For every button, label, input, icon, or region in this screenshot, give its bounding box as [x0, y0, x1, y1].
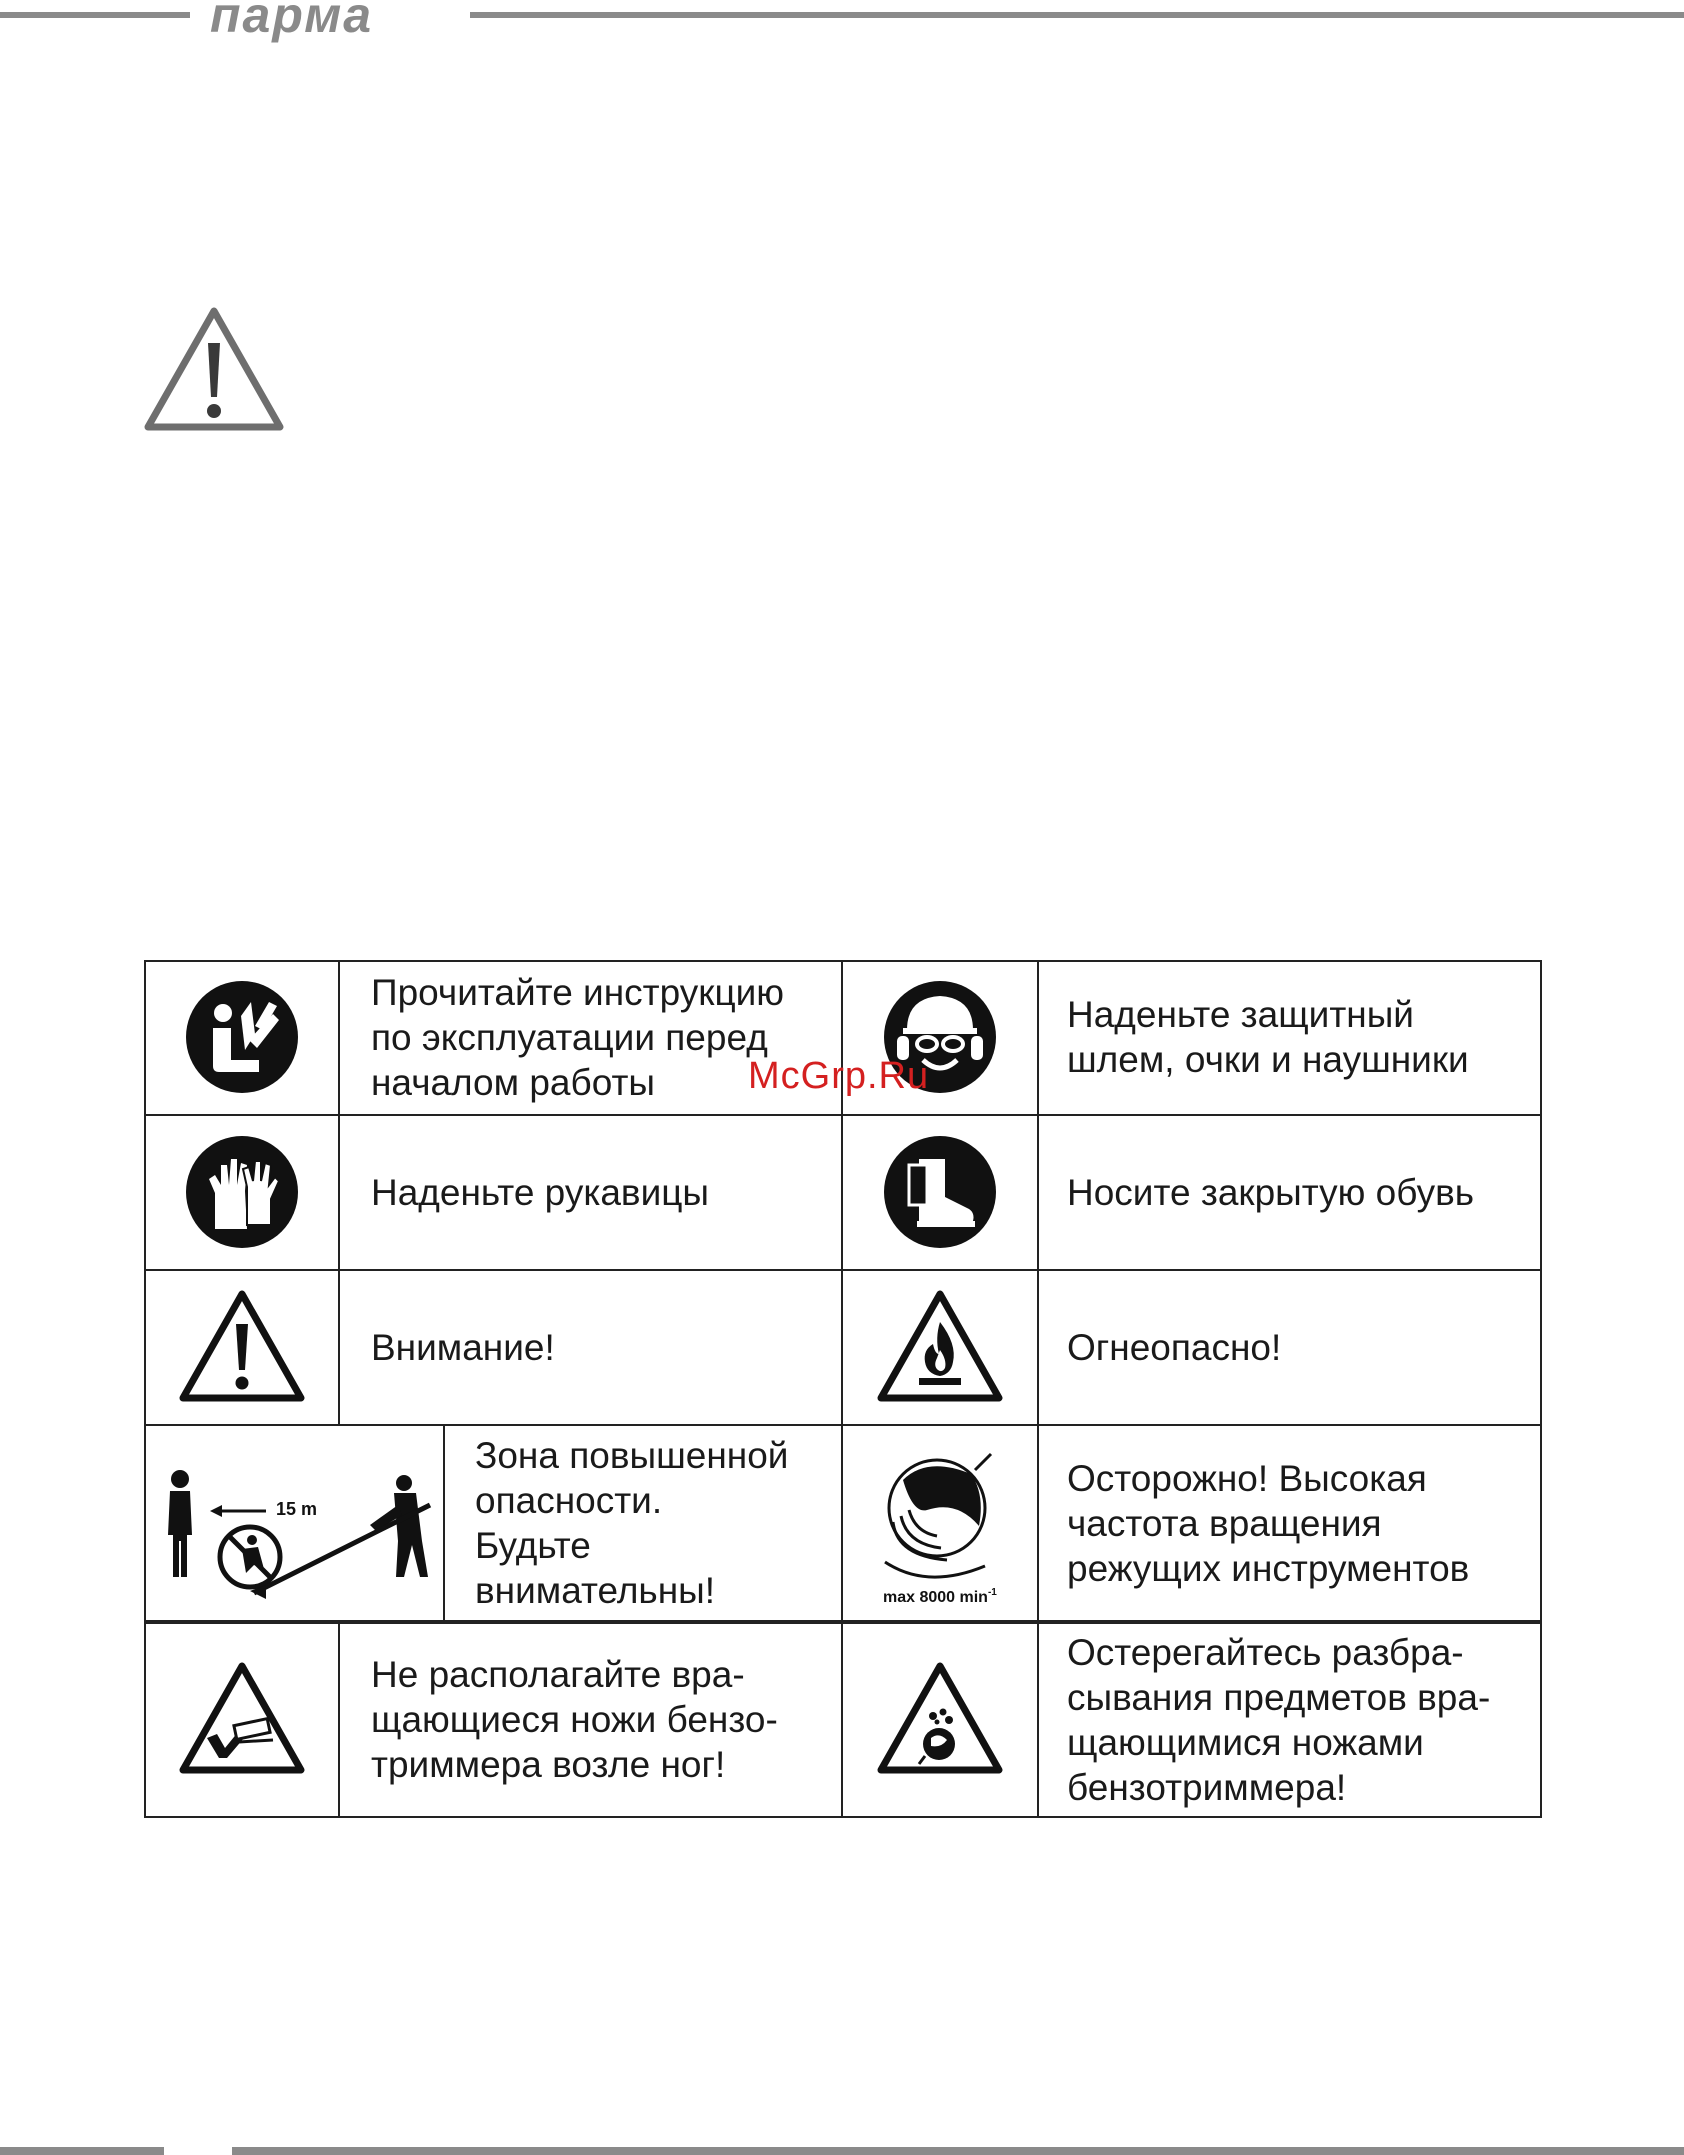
danger-zone-distance-label: 15 m — [276, 1499, 318, 1519]
blade-near-feet-icon — [177, 1660, 307, 1778]
sign-text-danger-zone: Зона повышенной опасности. Будьте внимательны! — [475, 1435, 789, 1611]
read-manual-icon — [185, 980, 299, 1094]
sign-text-thrown-objects: Остерегайтесь разбра- сывания предметов вра- щающимися ножами бензотриммера! — [1067, 1631, 1491, 1808]
warning-icon — [177, 1288, 307, 1406]
sign-text-flammable: Огнеопасно! — [1067, 1326, 1282, 1368]
high-speed-label — [883, 1587, 997, 1606]
watermark: McGrp.Ru — [748, 1055, 930, 1097]
footer-rule-right — [232, 2147, 1684, 2155]
brand-logo: парма — [210, 0, 374, 43]
sign-text-read-manual: Прочитайте инструкцию по эксплуатации перед началом работы — [371, 971, 785, 1103]
sign-text-blade-feet: Не располагайте вра- щающиеся ножи бензо- триммера возле ног! — [371, 1654, 778, 1785]
footer-rule-left — [0, 2147, 164, 2155]
thrown-objects-icon — [875, 1660, 1005, 1778]
header-rule-left — [0, 12, 190, 18]
sign-text-warning: Внимание! — [371, 1326, 555, 1368]
header-rule-right — [470, 12, 1684, 18]
sign-text-high-speed: Осторожно! Высокая частота вращения режущих инструментов — [1067, 1457, 1470, 1589]
sign-text-gloves: Наденьте рукавицы — [371, 1171, 710, 1213]
high-speed-label-sup: -1 — [987, 1587, 997, 1598]
warning-triangle-icon — [142, 305, 286, 435]
high-speed-label-main: max 8000 min — [883, 1589, 988, 1606]
boots-icon — [883, 1135, 997, 1249]
gloves-icon — [185, 1135, 299, 1249]
danger-zone-icon — [154, 1445, 439, 1605]
high-speed-blade-icon — [867, 1440, 1017, 1610]
flammable-icon — [875, 1288, 1005, 1406]
sign-text-boots: Носите закрытую обувь — [1067, 1171, 1475, 1213]
sign-text-helmet: Наденьте защитный шлем, очки и наушники — [1067, 994, 1469, 1080]
